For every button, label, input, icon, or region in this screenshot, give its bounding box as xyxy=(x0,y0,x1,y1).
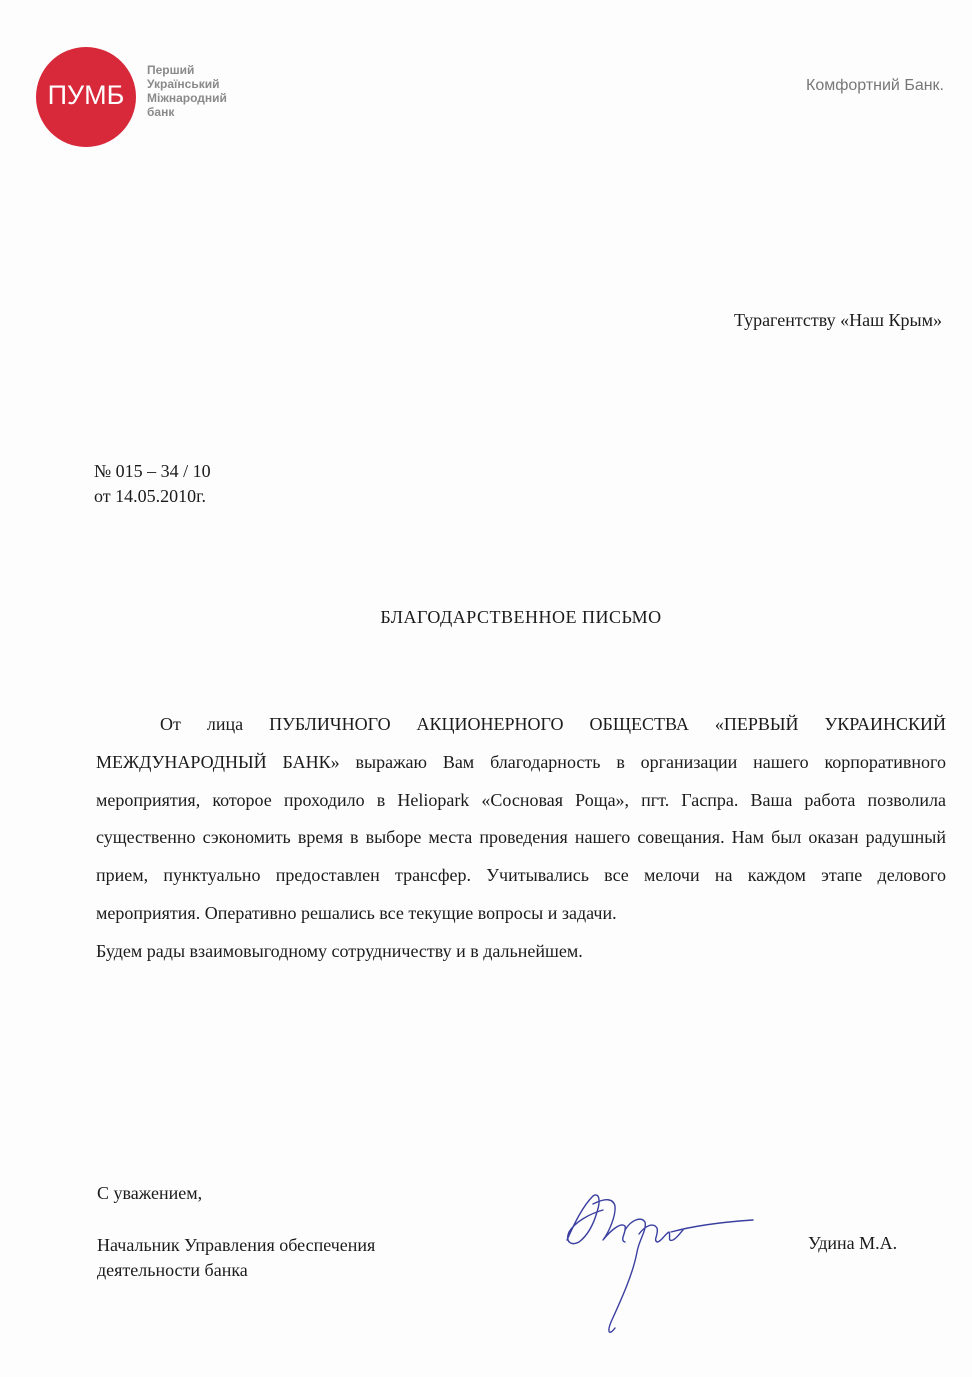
logo-mark: ПУМБ xyxy=(47,79,125,110)
signatory-name: Удина М.А. xyxy=(808,1233,898,1253)
closing-phrase: С уважением, xyxy=(97,1183,203,1203)
body-paragraph: Будем рады взаимовыгодному сотрудничеству и в дальнейшем. xyxy=(96,940,583,961)
document-title: БЛАГОДАРСТВЕННОЕ ПИСЬМО xyxy=(380,607,662,627)
bank-logo xyxy=(36,47,136,147)
body-paragraph: От лица ПУБЛИЧНОГО АКЦИОНЕРНОГО ОБЩЕСТВА «ПЕРВЫЙ УКРАИНСКИЙ МЕЖДУНАРОДНЫЙ БАНК» выражаю Вам благодарность в организации нашего корпоративного мероприятия, которое проходило в Heliopark «Сосновая Роща», пгт. Гаспра. Ваша работа позволила существенно сэкономить время в выборе места проведения нашего совещания. Нам был оказан радушный прием, пунктуально предоставлен трансфер. Учитывались все мелочи на каждом этапе делового мероприятия. Оперативно решались все текущие вопросы и задачи. xyxy=(96,714,946,923)
bank-name-line: банк xyxy=(147,105,175,119)
reference-number: № 015 – 34 / 10 xyxy=(94,461,211,481)
bank-name-line: Міжнародний xyxy=(147,91,227,105)
reference-block xyxy=(94,459,211,509)
addressee: Турагентству «Наш Крым» xyxy=(733,310,942,330)
handwritten-signature xyxy=(553,1182,763,1347)
bank-name xyxy=(147,63,227,119)
letter-body xyxy=(96,706,946,971)
reference-date: от 14.05.2010г. xyxy=(94,486,206,506)
bank-name-line: Перший xyxy=(147,63,195,77)
position-line: Начальник Управления обеспечения xyxy=(97,1235,376,1255)
signatory-position xyxy=(97,1233,375,1283)
bank-slogan: Комфортний Банк. xyxy=(806,77,944,94)
bank-name-line: Український xyxy=(147,77,220,91)
position-line: деятельности банка xyxy=(97,1260,248,1280)
